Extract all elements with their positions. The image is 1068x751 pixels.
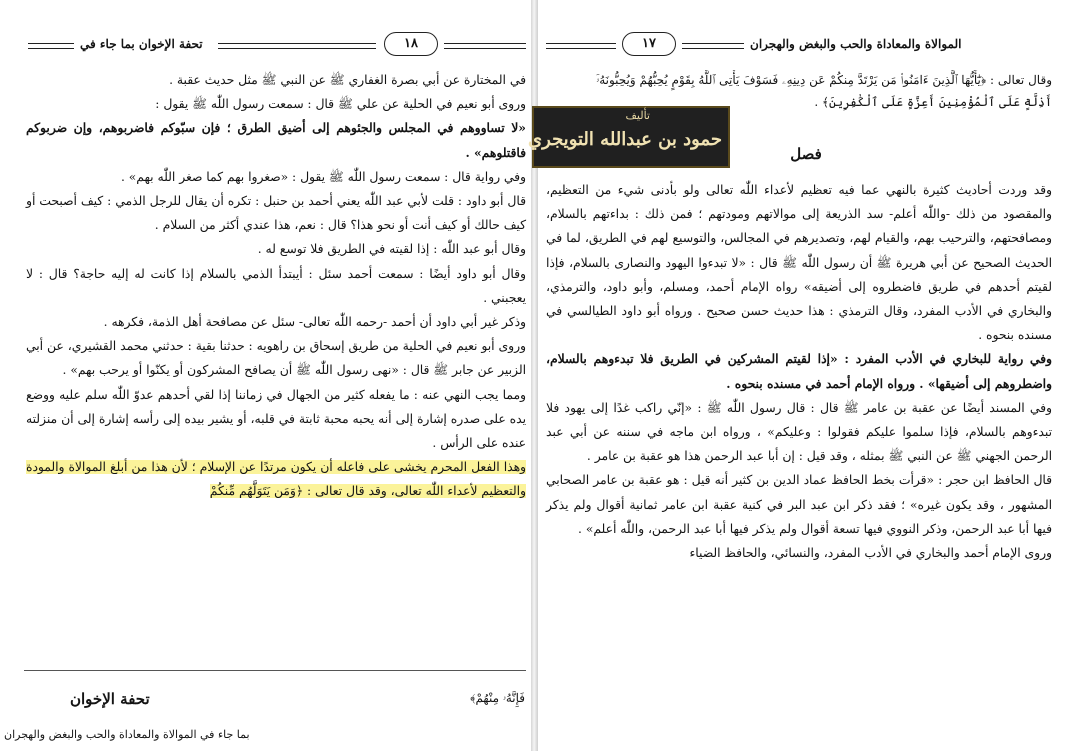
paragraph: قال الحافظ ابن حجر : «قرأت بخط الحافظ عماد الدين بن كثير أنه قيل : هو عقبة بن عامر الصحابي المشهور ، وقد يكون غيره» ؛ فقد ذكر ابن عبد البر في كنية عقبة ابن عامر ثمانية أقوال ولم يذكر فيها أبا عبد الرحمن، وذكر النووي فيها تسعة أقوال ولم يذكر فيها أبا عبد الرحمن، واللّٰه أعلم» . xyxy=(546,473,1052,536)
author-label-box xyxy=(528,106,730,168)
paragraph: في المختارة عن أبي بصرة الغفاري ﷺ عن النبي ﷺ مثل حديث عقبة . xyxy=(169,73,526,87)
book-subtitle-footer: بما جاء في الموالاة والمعاداة والحب والبغض والهجران xyxy=(4,728,250,741)
paragraph: وفي المسند أيضًا عن عقبة بن عامر ﷺ قال : قال رسول اللّٰه ﷺ : «إنّي راكب غدًا إلى يهود فلا تبدءوهم بالسلام، فإذا سلموا عليكم فقولوا : وعليكم» ، ورواه ابن ماجه في سننه عن أبي عبد الرحمن الجهني ﷺ عن النبي ﷺ بمثله ، وقد قيل : إن أبا عبد الرحمن هذا هو عقبة بن عامر . xyxy=(546,400,1052,464)
verse-continuation: أَذِلَّةٍ عَلَى ٱلْمُؤْمِنِينَ أَعِزَّةٍ عَلَى ٱلْكَٰفِرِينَ﴾ . xyxy=(814,95,1052,109)
paragraph: وروى الإمام أحمد والبخاري في الأدب المفرد، والنسائي، والحافظ الضياء xyxy=(689,546,1052,561)
hadith-quote: وفي رواية للبخاري في الأدب المفرد : «إذا لقيتم المشركين في الطريق فلا تبدءوهم بالسلام، واضطروهم إلى أضيقها» . ورواه الإمام أحمد في مسنده بنحوه . xyxy=(546,351,1052,391)
paragraph-highlighted xyxy=(26,455,526,503)
right-running-header xyxy=(536,32,1068,58)
author-caption: تأليف xyxy=(625,109,650,122)
header-rule xyxy=(546,43,616,49)
highlighted-text: وهذا الفعل المحرم يخشى على فاعله أن يكون مرتدًا عن الإسلام ؛ لأن هذا من أبلغ الموالاة والمودة والتعظيم لأعداء اللّٰه تعالى، وقد قال تعالى : ﴿وَمَن يَتَوَلَّهُم مِّنكُمْ xyxy=(26,460,526,499)
paragraph: وقد وردت أحاديث كثيرة بالنهي عما فيه تعظيم لأعداء اللّٰه تعالى ولو بأدنى شيء من التعظيم، والمقصود من ذلك -واللّٰه أعلم- سد الذريعة إلى موالاتهم ومودتهم ؛ فمن ذلك : بداءتهم بالسلام، ومصافحتهم، والترحيب بهم، والقيام لهم، وتصديرهم في المجالس، والتوسيع لهم في الطريق، لما في الحديث الصحيح عن أبي هريرة ﷺ أن رسول اللّٰه ﷺ قال : «لا تبدءوا اليهود والنصارى بالسلام، فإذا لقيتم أحدهم في طريق فاضطروه إلى أضيقه» رواه الإمام أحمد، ومسلم، وأبو داود، والترمذي، والبخاري في الأدب المفرد، وقال الترمذي : هذا حديث حسن صحيح . ورواه أبو داود الطيالسي في مسنده بنحوه . xyxy=(546,183,1052,343)
verse-intro: وقال تعالى : ﴿يَٰٓأَيُّهَا ٱلَّذِينَ ءَامَنُوا۟ مَن يَرْتَدَّ مِنكُمْ عَن دِينِهِۦ فَسَوْفَ يَأْتِى ٱللَّهُ بِقَوْمٍ يُحِبُّهُمْ وَيُحِبُّونَهُۥٓ xyxy=(596,73,1052,87)
left-running-header xyxy=(0,32,533,58)
paragraph: ومما يجب النهي عنه : ما يفعله كثير من الجهال في زماننا إذا لقي أحدهم عدوّ اللّٰه سلم عليه ووضع يده على صدره إشارة إلى أنه يحبه محبة ثابتة في قلبه، أو يشير بيده إلى رأسه إشارة إلى أن منزلته عنده على الرأس . xyxy=(26,387,526,451)
paragraph: وفي رواية قال : سمعت رسول اللّٰه ﷺ يقول : «صغروا بهم كما صغر اللّٰه بهم» . xyxy=(120,169,526,184)
paragraph: وقال أبو داود أيضًا : سمعت أحمد سئل : أيبتدأ الذمي بالسلام إذا كانت له إليه حاجة؟ قال : لا يعجبني . xyxy=(26,266,526,305)
hadith-quote: «لا تساووهم في المجلس والجئوهم إلى أضيق الطرق ؛ فإن سبّوكم فاضربوهم، وإن ضربوكم فاقتلوهم» . xyxy=(26,120,526,160)
left-header-title: تحفة الإخوان بما جاء في xyxy=(80,37,203,51)
section-heading: فصل xyxy=(790,145,822,163)
book-title-footer: تحفة الإخوان xyxy=(70,690,150,708)
author-name: حمود بن عبدالله التويجري xyxy=(528,129,722,150)
right-header-title: الموالاة والمعاداة والحب والبغض والهجران xyxy=(750,37,962,51)
left-page-number: ١٨ xyxy=(384,32,438,56)
paragraph: وروى أبو نعيم في الحلية عن علي ﷺ قال : سمعت رسول اللّٰه ﷺ يقول : xyxy=(155,97,526,112)
paragraph: وقال أبو عبد اللّٰه : إذا لقيته في الطريق فلا توسع له . xyxy=(257,242,526,257)
paragraph: وروى أبو نعيم في الحلية من طريق إسحاق بن راهويه : حدثنا بقية : حدثني محمد القشيري، عن أبي الزبير عن جابر ﷺ قال : «نهى رسول اللّٰه ﷺ أن يصافح المشركون أو يكنّوا أو يرحب بهم» . xyxy=(26,339,526,378)
paragraph: قال أبو داود : قلت لأبي عبد اللّٰه يعني أحمد بن حنبل : تكره أن يقال للرجل الذمي : كيف أصبحت أو كيف حالك أو كيف أنت أو نحو هذا؟ قال : نعم، هذا عندي أكثر من السلام . xyxy=(26,194,526,233)
footnote-rule xyxy=(24,670,526,671)
header-rule xyxy=(682,43,744,49)
verse-ending: فَإِنَّهُۥ مِنْهُمْ﴾ xyxy=(470,691,525,705)
paragraph: وذكر غير أبي داود أن أحمد -رحمه اللّٰه تعالى- سئل عن مصافحة أهل الذمة، فكرهه . xyxy=(103,315,526,330)
header-rule xyxy=(218,43,376,49)
left-body xyxy=(26,68,526,504)
right-page-number: ١٧ xyxy=(622,32,676,56)
right-body xyxy=(546,178,1052,565)
left-page xyxy=(0,0,533,751)
header-rule xyxy=(444,43,526,49)
header-rule xyxy=(28,43,74,49)
